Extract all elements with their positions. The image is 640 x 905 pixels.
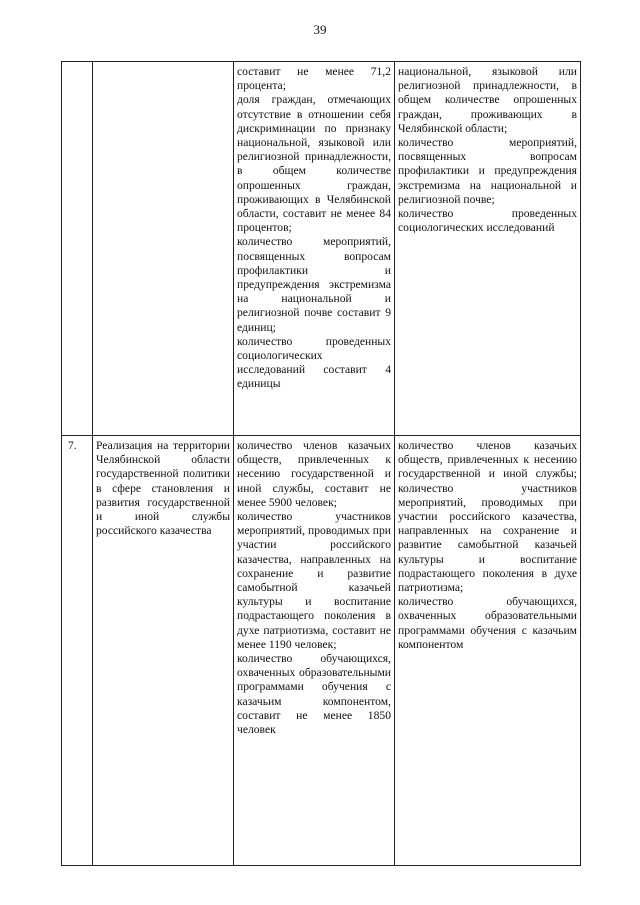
row-number-cell — [62, 62, 93, 436]
page-number: 39 — [313, 22, 327, 37]
table-row — [62, 62, 581, 436]
indicators-cell: количество членов казачьих обществ, привлеченных к несению государственной и иной службы; количество участников мероприятий, проводимых при участии российского казачества, направленных на сохранение и развитие самобытной казачьей культуры и воспитание подрастающего поколения в духе патриотизма; количество обучающихся, охваченных образовательными программами обучения с казачьим компонентом — [395, 436, 581, 866]
target-values-cell: количество членов казачьих обществ, привлеченных к несению государственной и иной службы, составит не менее 5900 человек; количество участников мероприятий, проводимых при участии российского казачества, направленных на сохранение и развитие самобытной казачьей культуры и воспитание подрастающего поколения в духе патриотизма, составит не менее 1190 человек; количество обучающихся, охваченных образовательными программами обучения с казачьим компонентом, составит не менее 1850 человек — [234, 436, 395, 866]
indicators-cell: национальной, языковой или религиозной принадлежности, в общем количестве опрошенных граждан, проживающих в Челябинской области; количество мероприятий, посвященных вопросам профилактики и предупреждения экстремизма на национальной и религиозной почве; количество проведенных социологических исследований — [395, 62, 581, 436]
target-values-cell: составит не менее 71,2 процента; доля граждан, отмечающих отсутствие в отношении себя дискриминации по признаку национальной, языковой или религиозной принадлежности, в общем количестве опрошенных граждан, проживающих в Челябинской области, составит не менее 84 процентов; количество мероприятий, посвященных вопросам профилактики и предупреждения экстремизма на национальной и религиозной почве составит 9 единиц; количество проведенных социологических исследований составит 4 единицы — [234, 62, 395, 436]
task-name-cell — [93, 62, 234, 436]
table-row — [62, 436, 581, 866]
row-number-cell: 7. — [62, 436, 93, 866]
program-table — [61, 61, 581, 866]
task-name-cell: Реализация на территории Челябинской области государственной политики в сфере становления и развития государственной и иной службы российского казачества — [93, 436, 234, 866]
